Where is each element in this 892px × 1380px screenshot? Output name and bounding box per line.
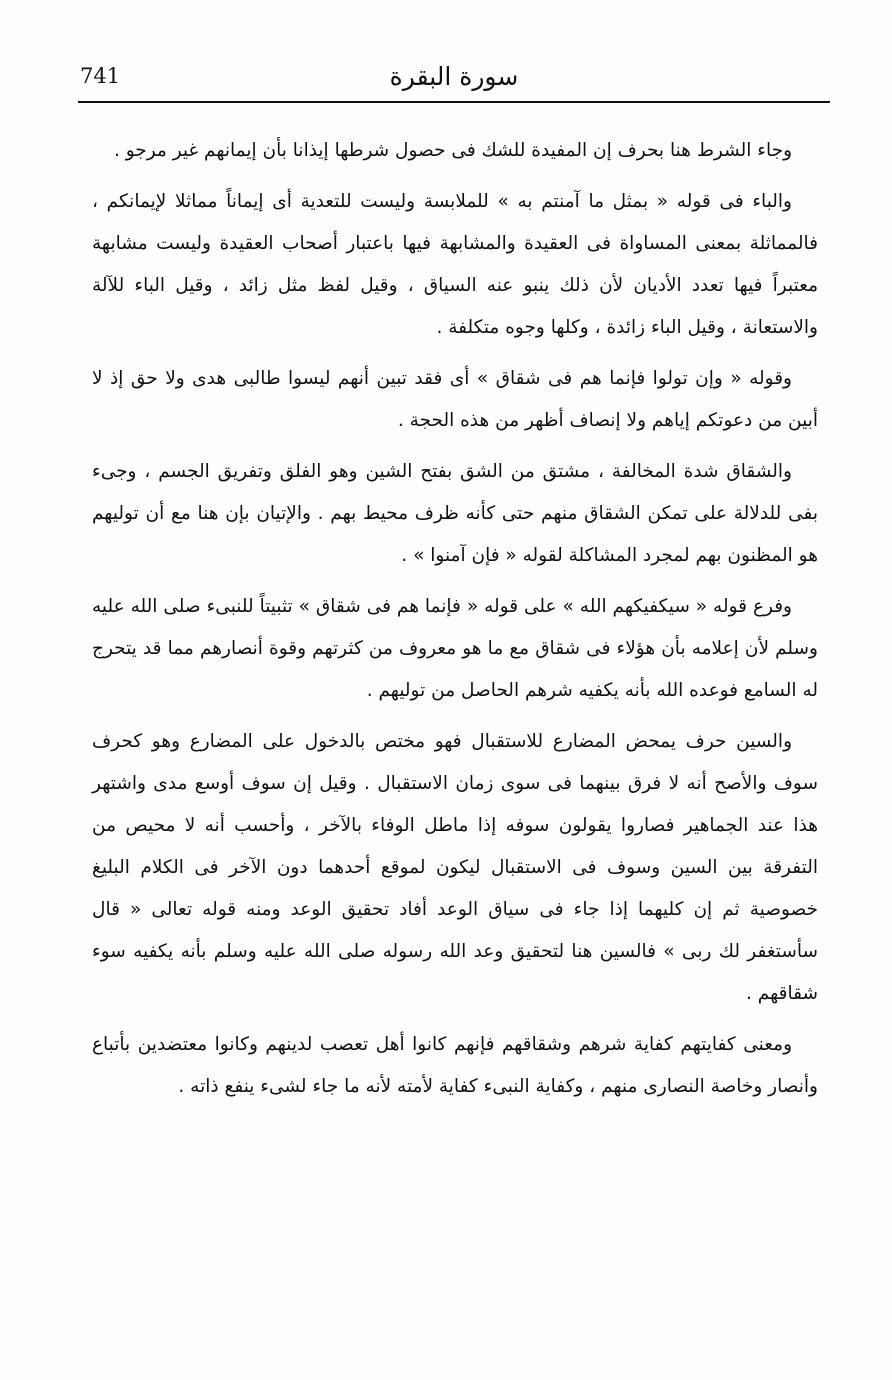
paragraph-7: ومعنى كفايتهم كفاية شرهم وشقاقهم فإنهم كانوا أهل تعصب لدينهم وكانوا معتضدين بأتباع وأنصار وخاصة النصارى منهم ، وكفاية النبىء كفاية لأمته لأنه ما جاء لشىء ينفع ذاته .: [92, 1034, 818, 1097]
paragraph-1: وجاء الشرط هنا بحرف إن المفيدة للشك فى حصول شرطها إيذانا بأن إيمانهم غير مرجو .: [113, 140, 792, 161]
header-rule: [78, 101, 830, 103]
body-text: [92, 130, 818, 1117]
page-header: [78, 58, 830, 102]
page-number: 741: [80, 64, 121, 88]
paragraph-4: والشقاق شدة المخالفة ، مشتق من الشق بفتح الشين وهو الفلق وتفريق الجسم ، وجىء بفى للدلالة على تمكن الشقاق منهم حتى كأنه ظرف محيط بهم . والإتيان بإن هنا مع أن توليهم هو المظنون بهم لمجرد المشاكلة لقوله « فإن آمنوا » .: [92, 461, 818, 566]
paragraph-6: والسين حرف يمحض المضارع للاستقبال فهو مختص بالدخول على المضارع وهو كحرف سوف والأصح أنه لا فرق بينهما فى سوى زمان الاستقبال . وقيل إن سوف أوسع مدى واشتهر هذا عند الجماهير فصاروا يقولون سوفه إذا ماطل الوفاء بالآخر ، وأحسب أنه لا محيص من التفرقة بين السين وسوف فى الاستقبال ليكون لموقع أحدهما دون الآخر فى الكلام البليغ خصوصية ثم إن كليهما إذا جاء فى سياق الوعد أفاد تحقيق الوعد ومنه قوله تعالى « قال سأستغفر لك ربى » فالسين هنا لتحقيق وعد الله رسوله صلى الله عليه وسلم بأنه يكفيه سوء شقاقهم .: [92, 731, 818, 1004]
paragraph-5: وفرع قوله « سيكفيكهم الله » على قوله « فإنما هم فى شقاق » تثبيتاً للنبىء صلى الله عليه وسلم لأن إعلامه بأن هؤلاء فى شقاق مع ما هو معروف من كثرتهم وقوة أنصارهم مما قد يتحرج له السامع فوعده الله بأنه يكفيه شرهم الحاصل من توليهم .: [92, 596, 818, 701]
paragraph-3: وقوله « وإن تولوا فإنما هم فى شقاق » أى فقد تبين أنهم ليسوا طالبى هدى ولا حق إذ لا أبين من دعوتكم إياهم ولا إنصاف أظهر من هذه الحجة .: [92, 368, 818, 431]
paragraph-2: والباء فى قوله « بمثل ما آمنتم به » للملابسة وليست للتعدية أى إيماناً مماثلا لإيمانكم ، فالمماثلة بمعنى المساواة فى العقيدة والمشابهة فيها باعتبار أصحاب العقيدة وليست مشابهة معتبراً فيها تعدد الأديان لأن ذلك ينبو عنه السياق ، وقيل لفظ مثل زائد ، وقيل الباء للآلة والاستعانة ، وقيل الباء زائدة ، وكلها وجوه متكلفة .: [92, 191, 818, 338]
running-title: سورة البقرة: [389, 62, 519, 91]
